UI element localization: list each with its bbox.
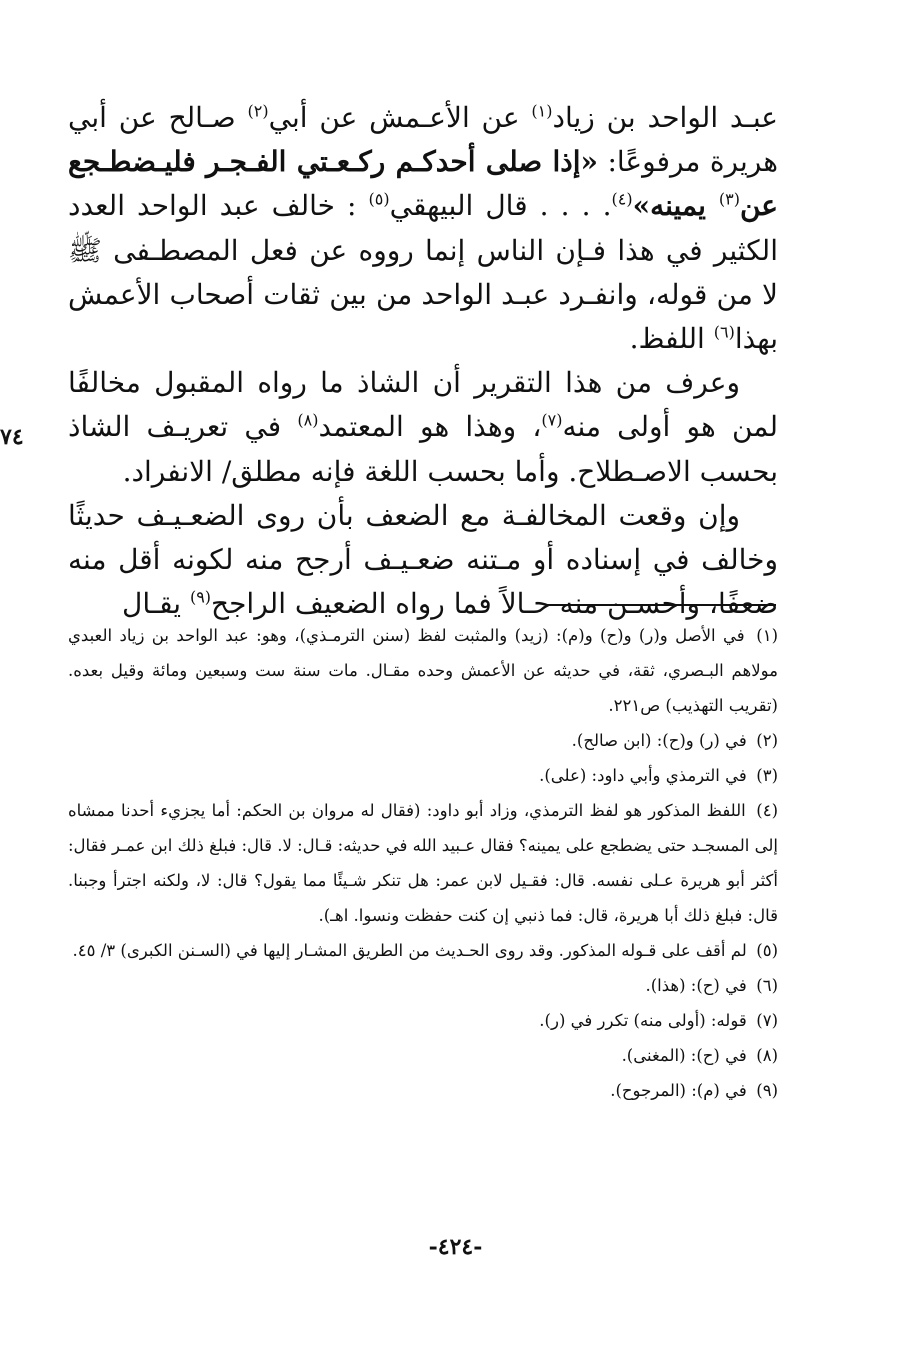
text-run: عبـد الواحد بن زياد (552, 101, 778, 134)
footnote-text: في (ح): (المغنى). (621, 1046, 747, 1065)
footnote-text: في الترمذي وأبي داود: (على). (539, 766, 747, 785)
text-run: يقـال (122, 587, 190, 621)
footnote-1 (68, 618, 778, 723)
footnote-number: (٤) (756, 801, 778, 820)
footnote-text: في الأصل و(ر) و(ح) و(م): (زيد) والمثبت لفظ (سنن الترمـذي)، وهو: عبد الواحد بن زياد العبدي مولاهم البـصري، ثقة، في حديثه عن الأعمش وحده مقـال. مات سنة ست وسبعين ومائة وقيل بعده. (تقريب التهذيب) ص٢٢١. (68, 626, 779, 715)
footnote-5 (68, 933, 778, 968)
footnote-6 (68, 968, 778, 1003)
footnote-ref-8[interactable]: (٨) (297, 411, 319, 431)
page-number: -٤٢٤- (428, 1234, 483, 1260)
footnote-text: في (م): (المرجوح). (610, 1081, 747, 1100)
footnote-9 (68, 1073, 778, 1108)
footnote-text: اللفظ المذكور هو لفظ الترمذي، وزاد أبو داود: (فقال له مروان بن الحكم: أما يجزيء أحدنا ممشاه إلى المسجـد حتى يضطجع على يمينه؟ فقال عـبيد الله في حديثه: قـال: لا. قال: فبلغ ذلك ابن عمـر فقال: أكثر أبو هريرة عـلى نفسه. قال: فقـيل لابن عمر: هل تنكر شـيئًا مما يقول؟ قال: لا، ولكنه اجترأ وجبنا. قال: فبلغ ذلك أبا هريرة، قال: فما ذنبي إن كنت حفظت ونسوا. اهـ). (68, 801, 778, 925)
paragraph-1 (68, 96, 778, 361)
footnote-ref-6[interactable]: (٦) (713, 322, 735, 342)
footnote-number: (٩) (756, 1081, 778, 1100)
margin-page-number: ٧٤ (0, 424, 24, 450)
footnote-number: (٥) (756, 941, 778, 960)
footnote-text: في (ح): (هذا). (645, 976, 747, 995)
text-run: وعرف من هذا التقرير أن الشاذ ما رواه المقبول مخالفًا لمن هو أولى منه (68, 366, 778, 444)
paragraph-2 (68, 361, 778, 494)
footnote-ref-1[interactable]: (١) (531, 101, 553, 121)
footnote-8 (68, 1038, 778, 1073)
hadith-quote: «إذا صلى أحدكـم ركـعـتي الفـجـر فليـضطـجع عن (68, 145, 778, 223)
text-run: : خالف عبد الواحد العدد الكثير في هذا فـإن الناس إنما رووه عن فعل المصطـفى ﷺ لا من قوله، وانفـرد عبـد الواحد من بين ثقات أصحاب الأعمش بهذا (68, 189, 778, 356)
text-run: اللفظ. (629, 322, 714, 356)
text-run: ، وهذا هو المعتمد (318, 410, 542, 444)
footnote-number: (٧) (756, 1011, 778, 1030)
footnote-ref-2[interactable]: (٢) (247, 101, 269, 121)
text-run: صـالح عن أبي هريرة مرفوعًا: (68, 101, 778, 179)
main-text (68, 96, 778, 626)
footnote-number: (٢) (756, 731, 778, 750)
footnote-4 (68, 793, 778, 933)
text-run: . . . . قال البيهقي (389, 189, 612, 223)
text-run: في تعريـف الشاذ بحسب الاصـطلاح. وأما بحسب اللغة فإنه مطلق/ الانفراد. (68, 410, 778, 488)
footnote-number: (٣) (756, 766, 778, 785)
footnote-7 (68, 1003, 778, 1038)
footnote-text: لم أقف على قـوله المذكور. وقد روى الحـديث من الطريق المشـار إليها في (السـنن الكبرى) ٣/ ٤٥. (72, 941, 747, 960)
footnote-number: (١) (756, 626, 778, 645)
footnote-ref-5[interactable]: (٥) (368, 190, 390, 210)
footnote-2 (68, 723, 778, 758)
footnotes (68, 618, 778, 1108)
footnote-ref-9[interactable]: (٩) (189, 587, 212, 607)
footnote-ref-4[interactable]: (٤) (611, 190, 633, 210)
text-run: وإن وقعت المخالفـة مع الضعف بأن روى الضعـيـف حديثًا وخالف في إسناده أو مـتنه ضعـيـف أرجح منه لكونه أقل منه ضعفًا، وأحسـن منه حـالاً فما رواه الضعيف الراجح (68, 498, 778, 621)
footnote-ref-7[interactable]: (٧) (541, 411, 563, 431)
footnote-number: (٦) (756, 976, 778, 995)
paragraph-3 (68, 494, 778, 627)
footnote-number: (٨) (756, 1046, 778, 1065)
footnote-ref-3[interactable]: (٣) (718, 190, 740, 210)
text-run: عن الأعـمش عن أبي (268, 101, 532, 134)
footnote-3 (68, 758, 778, 793)
footnote-divider (546, 604, 776, 606)
hadith-quote-end: يمينه» (632, 189, 719, 223)
footnote-text: قوله: (أولى منه) تكرر في (ر). (539, 1011, 747, 1030)
footnote-text: في (ر) و(ح): (ابن صالح). (571, 731, 747, 750)
